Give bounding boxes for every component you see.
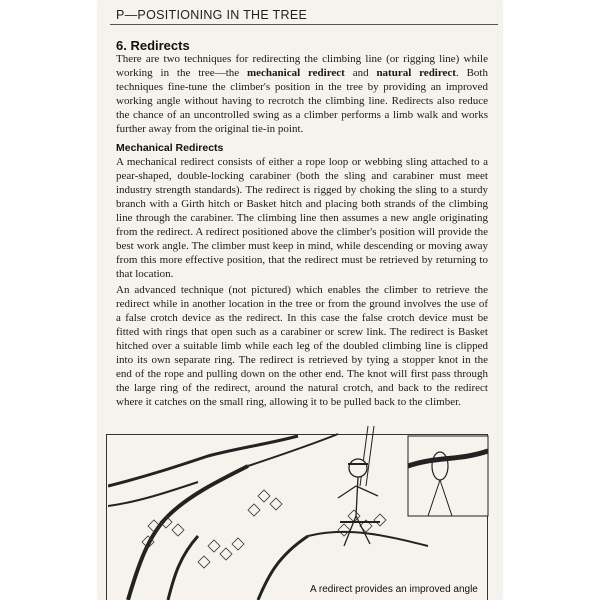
running-head: P—POSITIONING IN THE TREE: [116, 8, 308, 22]
mechanical-redirect-paragraph: A mechanical redirect consists of either a rope loop or webbing sling attached to a pear-shaped, double-locking carabiner (both the sling and carabiner must meet industry strength standards). The redirect is rigged by choking the sling to a sturdy branch with a Girth hitch or Basket hitch and placing both strands of the climbing line through the carabiner. The climbing line then assumes a new angle originating from the redirect. A redirect positioned above the climber's position will provide the best work angle. The climber must keep in mind, while descending or moving away from this more effective position, that the redirect must be retrieved by returning to that location.: [116, 156, 488, 280]
tree-climber-illustration: [108, 426, 502, 600]
book-page: [98, 0, 502, 600]
subhead-mechanical-redirects: Mechanical Redirects: [116, 142, 224, 154]
intro-text-3: . Both techniques fine-tune the climber's position in the tree by providing an improved working angle without having to recrotch the climbing line. Redirects also reduce the chance of an uncontrolled swing as a climber performs a limb walk and works further away from the original tie-in point.: [116, 67, 488, 135]
term-mechanical-redirect: mechanical redirect: [246, 67, 345, 79]
illustration-caption: A redirect provides an improved angle: [310, 584, 478, 595]
intro-text-2: and: [344, 67, 377, 79]
intro-text-1: There are two techniques for redirecting the climbing line (or rigging line) while working in the tree—the: [116, 53, 488, 79]
advanced-technique-paragraph: An advanced technique (not pictured) which enables the climber to retrieve the redirect while in another location in the tree or from the ground involves the use of a false crotch device as the redirect. In this case the false crotch device must be fitted with rings that open such as a carabiner or screw link. The redirect is Basket hitched over a suitable limb while each leg of the doubled climbing line is clipped into its own separate ring. The redirect is retrieved by tying a stopper knot in the end of the rope and pulling down on the other end. The knot will first pass through the large ring of the redirect, around the natural crotch, and back to the redirect where it catches on the small ring, allowing it to be pulled back to the climber.: [116, 284, 488, 408]
header-rule: [110, 24, 498, 25]
section-title: 6. Redirects: [116, 38, 190, 53]
term-natural-redirect: natural redirect: [376, 67, 456, 79]
intro-paragraph: [116, 52, 488, 136]
